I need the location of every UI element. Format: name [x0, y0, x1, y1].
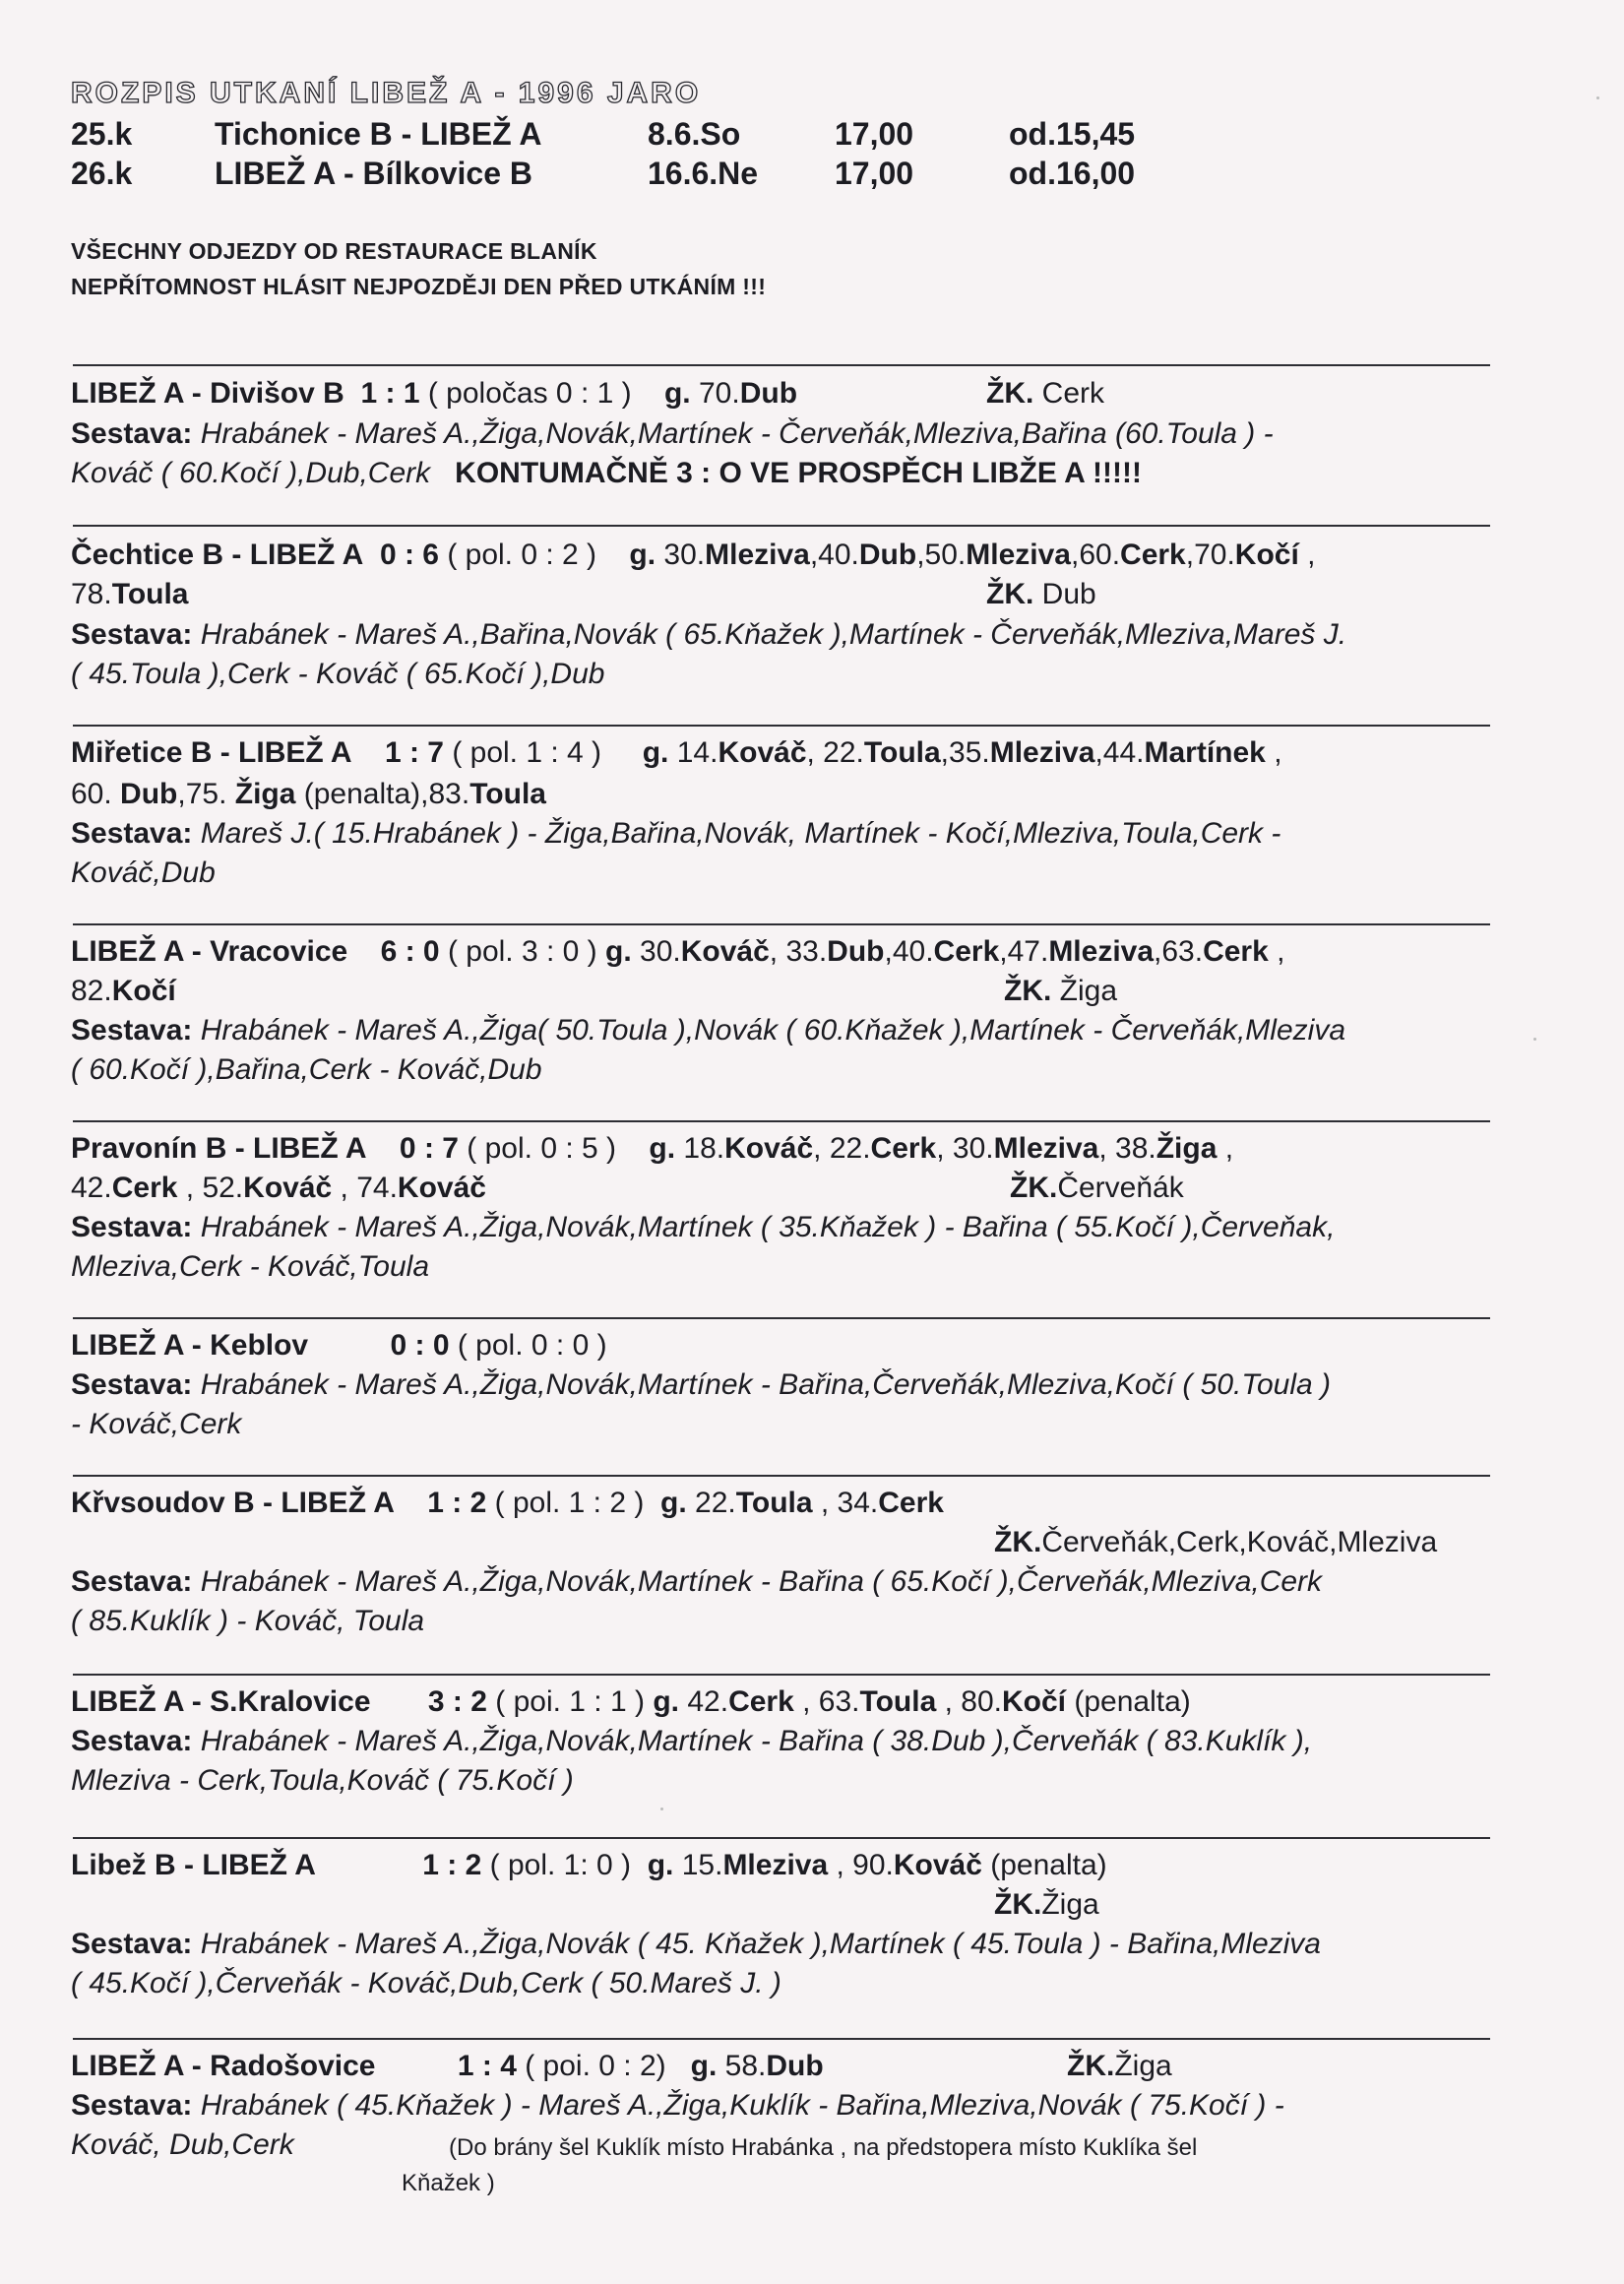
schedule-date: 8.6.So	[648, 116, 741, 152]
schedule-match: Tichonice B - LIBEŽ A	[215, 116, 542, 152]
match-score: 0 : 0	[390, 1329, 450, 1362]
yellow-cards	[986, 375, 1104, 412]
goal-scorer: Cerk	[1203, 935, 1269, 968]
lineup-line	[71, 1012, 1345, 1049]
match-halftime: ( pol. 3 : 0 )	[447, 935, 597, 968]
match-score: 6 : 0	[380, 935, 440, 968]
yellow-card-label: ŽK.	[1004, 975, 1052, 1007]
lineup-line	[71, 455, 1142, 492]
match-score: 1 : 1	[360, 377, 420, 410]
match-halftime: ( poi. 0 : 2)	[525, 2050, 666, 2082]
scan-speck	[660, 1808, 663, 1810]
goals-continued	[71, 576, 189, 613]
yellow-card-label: ŽK.	[994, 1888, 1042, 1921]
goalkeeper-note: (Do brány šel Kuklík místo Hrabánka , na předstopera místo Kuklíka šel	[449, 2134, 1198, 2161]
match-header	[71, 933, 1284, 971]
goal-minute: ,70.	[1185, 539, 1235, 571]
match-teams: LIBEŽ A - Keblov	[71, 1329, 309, 1362]
goal-minute: , 34.	[812, 1487, 879, 1519]
schedule-round: 26.k	[71, 156, 133, 191]
goal-minute: 70.	[698, 377, 740, 410]
divider	[73, 1837, 1490, 1839]
yellow-cards	[1067, 2048, 1172, 2085]
yellow-card-players: Žiga	[1059, 975, 1118, 1007]
scan-speck	[1533, 1038, 1536, 1041]
lineup-text: - Kováč,Cerk	[71, 1408, 242, 1440]
match-header	[71, 1327, 607, 1364]
goal-scorer: Žiga	[234, 778, 296, 810]
match-teams: LIBEŽ A - Radošovice	[71, 2050, 376, 2082]
lineup-text: Kováč ( 60.Kočí ),Dub,Cerk	[71, 457, 431, 489]
schedule-departure: od.15,45	[1009, 116, 1136, 152]
lineup-label: Sestava:	[71, 618, 193, 651]
lineup-text: ( 45.Toula ),Cerk - Kováč ( 65.Kočí ),Dub	[71, 658, 605, 690]
match-teams: Čechtice B - LIBEŽ A	[71, 539, 364, 571]
lineup-line	[71, 1406, 241, 1443]
lineup-label: Sestava:	[71, 1211, 193, 1243]
lineup-text: Hrabánek - Mareš A.,Žiga,Novák,Martínek - Červeňák,Mleziva,Bařina (60.Toula ) -	[200, 417, 1274, 450]
goal-scorer: Mleziva	[705, 539, 810, 571]
lineup-text: Hrabánek - Mareš A.,Žiga,Novák,Martínek - Bařina ( 65.Kočí ),Červeňák,Mleziva,Cerk	[200, 1565, 1323, 1598]
yellow-cards	[994, 1524, 1437, 1561]
match-halftime: ( pol. 0 : 5 )	[467, 1132, 617, 1165]
lineup-line	[71, 2087, 1284, 2125]
lineup-text: Mareš J.( 15.Hrabánek ) - Žiga,Bařina,Novák, Martínek - Kočí,Mleziva,Toula,Cerk -	[200, 817, 1281, 850]
match-halftime: ( pol. 1 : 2 )	[494, 1487, 645, 1519]
lineup-text: ( 45.Kočí ),Červeňák - Kováč,Dub,Cerk ( 50.Mareš J. )	[71, 1967, 781, 1999]
lineup-line	[71, 815, 1280, 853]
lineup-label: Sestava:	[71, 817, 193, 850]
match-score: 1 : 2	[422, 1849, 482, 1881]
match-teams: LIBEŽ A - S.Kralovice	[71, 1685, 371, 1718]
goal-scorer: Kováč	[243, 1172, 333, 1204]
goal-separator: ,	[1217, 1132, 1234, 1165]
goals-label: g.	[642, 736, 669, 769]
goals-continued	[71, 1170, 486, 1207]
match-halftime: ( poi. 1 : 1 )	[495, 1685, 645, 1718]
lineup-text: Hrabánek - Mareš A.,Žiga,Novák,Martínek - Bařina,Červeňák,Mleziva,Kočí ( 50.Toula )	[200, 1368, 1331, 1401]
match-header	[71, 734, 1282, 772]
goal-minute: (penalta),83.	[295, 778, 470, 810]
lineup-line	[71, 656, 604, 693]
match-halftime: ( pol. 1: 0 )	[489, 1849, 632, 1881]
lineup-text: Kováč, Dub,Cerk	[71, 2128, 294, 2161]
match-header	[71, 1847, 1107, 1884]
goal-minute: ,47.	[999, 935, 1049, 968]
goal-minute: ,50.	[916, 539, 967, 571]
goal-minute: , 74.	[332, 1172, 398, 1204]
schedule-round: 25.k	[71, 116, 133, 152]
lineup-text: Hrabánek - Mareš A.,Bařina,Novák ( 65.Kňažek ),Martínek - Červeňák,Mleziva,Mareš J.	[200, 618, 1347, 651]
goal-scorer: Toula	[735, 1487, 813, 1519]
goal-minute: , 30.	[936, 1132, 994, 1165]
match-teams: Pravonín B - LIBEŽ A	[71, 1132, 367, 1165]
lineup-line	[71, 1209, 1335, 1246]
lineup-text: Hrabánek - Mareš A.,Žiga,Novák,Martínek ( 35.Kňažek ) - Bařina ( 55.Kočí ),Červeňak,	[200, 1211, 1336, 1243]
goal-scorer: Cerk	[1120, 539, 1186, 571]
lineup-line	[71, 855, 216, 892]
match-halftime: ( poločas 0 : 1 )	[427, 377, 632, 410]
goal-minute: , 33.	[769, 935, 828, 968]
lineup-text: ( 60.Kočí ),Bařina,Cerk - Kováč,Dub	[71, 1053, 542, 1086]
lineup-label: Sestava:	[71, 1014, 193, 1047]
divider	[73, 1475, 1490, 1477]
match-score: 3 : 2	[427, 1685, 487, 1718]
divider	[73, 725, 1490, 727]
match-score: 1 : 4	[457, 2050, 517, 2082]
goal-minute: 82.	[71, 975, 112, 1007]
match-halftime: ( pol. 1 : 4 )	[452, 736, 602, 769]
goal-minute: , 22.	[806, 736, 864, 769]
goal-scorer: Dub	[766, 2050, 824, 2082]
goal-scorer: Cerk	[728, 1685, 794, 1718]
match-score: 0 : 6	[379, 539, 439, 571]
goal-scorer: Toula	[469, 778, 546, 810]
yellow-cards	[1010, 1170, 1184, 1207]
goals-label: g.	[647, 1849, 674, 1881]
goal-scorer: Mleziva	[993, 1132, 1099, 1165]
goal-scorer: Cerk	[933, 935, 1000, 968]
goal-minute: ,63.	[1154, 935, 1204, 968]
lineup-line	[71, 2126, 294, 2164]
goal-minute: ,60.	[1070, 539, 1121, 571]
lineup-label: Sestava:	[71, 1725, 193, 1757]
divider	[73, 525, 1490, 527]
goalkeeper-note-end: Kňažek )	[402, 2170, 495, 2196]
match-score: 0 : 7	[399, 1132, 459, 1165]
goal-scorer: Kováč	[397, 1172, 486, 1204]
lineup-line	[71, 1926, 1321, 1963]
goal-scorer: Kočí	[1002, 1685, 1067, 1718]
lineup-line	[71, 1051, 542, 1089]
goal-minute: 15.	[681, 1849, 723, 1881]
divider	[73, 1674, 1490, 1676]
lineup-text: ( 85.Kuklík ) - Kováč, Toula	[71, 1605, 425, 1637]
lineup-line	[71, 1563, 1322, 1601]
lineup-line	[71, 415, 1274, 453]
goal-scorer: Kováč	[724, 1132, 814, 1165]
goals-label: g.	[690, 2050, 718, 2082]
divider	[73, 923, 1490, 925]
match-teams: Křvsoudov B - LIBEŽ A	[71, 1487, 395, 1519]
goal-scorer: Dub	[120, 778, 178, 810]
lineup-label: Sestava:	[71, 2089, 193, 2122]
match-header	[71, 537, 1316, 574]
goal-minute: , 63.	[793, 1685, 860, 1718]
goal-scorer: Cerk	[870, 1132, 937, 1165]
goal-scorer: Kočí	[1234, 539, 1299, 571]
yellow-card-players: Dub	[1041, 578, 1096, 610]
goal-minute: , 90.	[828, 1849, 894, 1881]
goal-minute: 22.	[695, 1487, 736, 1519]
match-teams: Miřetice B - LIBEŽ A	[71, 736, 352, 769]
notice-departures: VŠECHNY ODJEZDY OD RESTAURACE BLANÍK	[71, 238, 597, 264]
schedule-time: 17,00	[835, 116, 914, 152]
goal-separator: ,	[1307, 539, 1316, 571]
schedule-departure: od.16,00	[1009, 156, 1136, 191]
lineup-line	[71, 1723, 1312, 1760]
goal-scorer: Mleziva	[989, 736, 1095, 769]
goal-scorer: Kočí	[111, 975, 176, 1007]
match-teams: LIBEŽ A - Vracovice	[71, 935, 348, 968]
divider	[73, 1120, 1490, 1122]
goal-minute: 78.	[71, 578, 112, 610]
goal-minute: , 80.	[936, 1685, 1002, 1718]
yellow-card-label: ŽK.	[986, 578, 1034, 610]
yellow-cards	[994, 1886, 1099, 1924]
goal-scorer: Martínek	[1144, 736, 1266, 769]
forfeit-note: KONTUMAČNĚ 3 : O VE PROSPĚCH LIBŽE A !!!!!	[455, 457, 1142, 489]
goals-continued	[71, 973, 176, 1010]
yellow-card-label: ŽK.	[986, 377, 1034, 410]
lineup-text: Hrabánek - Mareš A.,Žiga( 50.Toula ),Novák ( 60.Kňažek ),Martínek - Červeňák,Mleziva	[200, 1014, 1345, 1047]
lineup-line	[71, 616, 1346, 654]
yellow-card-label: ŽK.	[1067, 2050, 1115, 2082]
goal-scorer: Mleziva	[1048, 935, 1155, 968]
document-title: ROZPIS UTKANÍ LIBEŽ A - 1996 JARO	[71, 77, 702, 109]
goal-minute: ,44.	[1094, 736, 1145, 769]
goal-scorer: Dub	[858, 539, 917, 571]
match-header	[71, 1485, 944, 1522]
goal-scorer: Mleziva	[966, 539, 1071, 571]
goal-scorer: Toula	[111, 578, 189, 610]
goal-scorer: Dub	[739, 377, 798, 410]
lineup-text: Kováč,Dub	[71, 856, 216, 889]
notice-absence: NEPŘÍTOMNOST HLÁSIT NEJPOZDĚJI DEN PŘED UTKÁNÍM !!!	[71, 274, 767, 299]
divider	[73, 2038, 1490, 2040]
goal-minute: 18.	[683, 1132, 725, 1165]
lineup-text: Hrabánek - Mareš A.,Žiga,Novák ( 45. Kňažek ),Martínek ( 45.Toula ) - Bařina,Mleziva	[200, 1928, 1321, 1960]
goal-scorer: Kováč	[893, 1849, 982, 1881]
schedule-date: 16.6.Ne	[648, 156, 759, 191]
goal-separator: ,	[1274, 736, 1282, 769]
yellow-card-players: Žiga	[1041, 1888, 1099, 1921]
goal-minute: 42.	[687, 1685, 729, 1718]
goal-minute: ,75.	[177, 778, 235, 810]
goal-minute: 14.	[676, 736, 718, 769]
goal-scorer: Kováč	[680, 935, 770, 968]
goals-label: g.	[663, 377, 691, 410]
goal-minute: ,40.	[809, 539, 859, 571]
lineup-text: Hrabánek ( 45.Kňažek ) - Mareš A.,Žiga,Kuklík - Bařina,Mleziva,Novák ( 75.Kočí ) -	[200, 2089, 1284, 2122]
goal-separator: ,	[1277, 935, 1285, 968]
yellow-cards	[986, 576, 1096, 613]
goal-minute: 42.	[71, 1172, 112, 1204]
goal-minute: (penalta)	[1066, 1685, 1191, 1718]
schedule-match: LIBEŽ A - Bílkovice B	[215, 156, 533, 191]
scan-speck	[1596, 96, 1599, 99]
goal-minute: 30.	[640, 935, 681, 968]
goals-label: g.	[649, 1132, 676, 1165]
lineup-line	[71, 1603, 424, 1640]
lineup-line	[71, 1965, 781, 2002]
goal-scorer: Kováč	[718, 736, 807, 769]
goal-minute: , 38.	[1098, 1132, 1156, 1165]
goal-scorer: Mleziva	[722, 1849, 829, 1881]
goals-label: g.	[653, 1685, 679, 1718]
lineup-text: Mleziva,Cerk - Kováč,Toula	[71, 1250, 430, 1283]
match-header	[71, 375, 797, 412]
lineup-label: Sestava:	[71, 417, 193, 450]
match-score: 1 : 7	[384, 736, 444, 769]
goal-scorer: Cerk	[878, 1487, 944, 1519]
goal-scorer: Dub	[827, 935, 885, 968]
match-teams: Libež B - LIBEŽ A	[71, 1849, 316, 1881]
goals-label: g.	[660, 1487, 687, 1519]
yellow-card-players: Žiga	[1114, 2050, 1172, 2082]
lineup-text: Hrabánek - Mareš A.,Žiga,Novák,Martínek - Bařina ( 38.Dub ),Červeňák ( 83.Kuklík ),	[200, 1725, 1313, 1757]
goal-scorer: Cerk	[111, 1172, 178, 1204]
goal-scorer: Toula	[863, 736, 941, 769]
yellow-card-label: ŽK.	[1010, 1172, 1058, 1204]
lineup-line	[71, 1366, 1331, 1404]
match-header	[71, 1130, 1233, 1168]
lineup-label: Sestava:	[71, 1928, 193, 1960]
match-halftime: ( pol. 0 : 0 )	[457, 1329, 607, 1362]
goal-minute: ,35.	[940, 736, 990, 769]
divider	[73, 1317, 1490, 1319]
yellow-card-players: Cerk	[1041, 377, 1105, 410]
yellow-card-label: ŽK.	[994, 1526, 1042, 1558]
goal-minute: 60.	[71, 778, 121, 810]
lineup-label: Sestava:	[71, 1368, 193, 1401]
match-score: 1 : 2	[427, 1487, 487, 1519]
lineup-line	[71, 1762, 574, 1800]
goals-continued	[71, 776, 546, 813]
match-teams: LIBEŽ A - Divišov B	[71, 377, 344, 410]
divider	[73, 364, 1490, 366]
match-header	[71, 1683, 1191, 1721]
yellow-card-players: Červeňák,Cerk,Kováč,Mleziva	[1041, 1526, 1438, 1558]
lineup-line	[71, 1248, 429, 1286]
lineup-label: Sestava:	[71, 1565, 193, 1598]
goals-label: g.	[605, 935, 632, 968]
yellow-card-players: Červeňák	[1057, 1172, 1184, 1204]
schedule-time: 17,00	[835, 156, 914, 191]
goals-label: g.	[629, 539, 656, 571]
goal-minute: 58.	[724, 2050, 767, 2082]
goal-minute: ,40.	[884, 935, 934, 968]
goal-minute: (penalta)	[981, 1849, 1107, 1881]
goal-scorer: Žiga	[1156, 1132, 1218, 1165]
match-header	[71, 2048, 824, 2085]
goal-scorer: Toula	[859, 1685, 937, 1718]
lineup-text: Mleziva - Cerk,Toula,Kováč ( 75.Kočí )	[71, 1764, 574, 1797]
match-halftime: ( pol. 0 : 2 )	[447, 539, 597, 571]
yellow-cards	[1004, 973, 1117, 1010]
goal-minute: , 52.	[177, 1172, 244, 1204]
goal-minute: , 22.	[813, 1132, 871, 1165]
goal-minute: 30.	[663, 539, 706, 571]
